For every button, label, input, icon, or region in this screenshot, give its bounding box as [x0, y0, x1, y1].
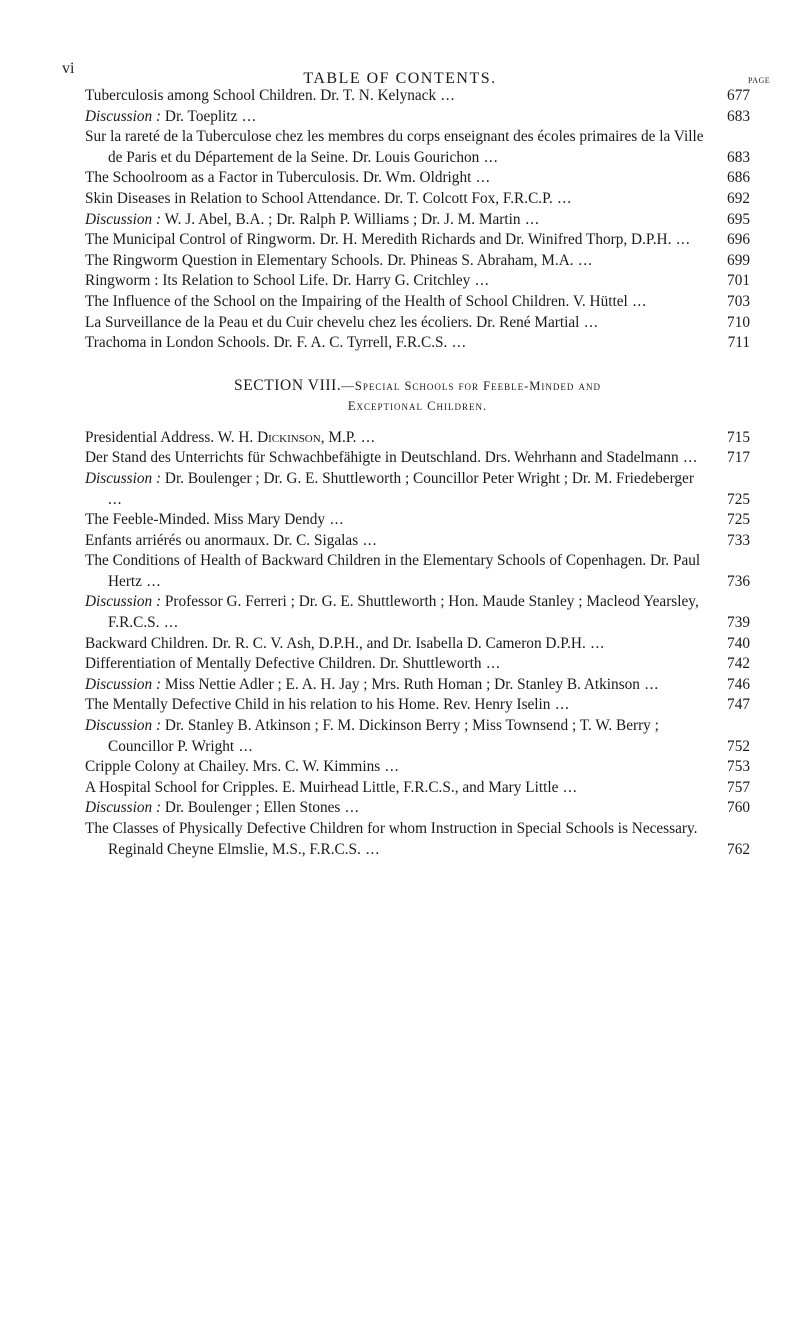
toc-entry: [85, 230, 750, 251]
leader-dots: ...: [436, 87, 456, 104]
leader-dots: ...: [678, 449, 698, 467]
entry-title: Tuberculosis among School Children. Dr. T. N. Kelynack: [85, 87, 437, 104]
toc-entry: [85, 189, 750, 210]
toc-part-2: [85, 428, 750, 860]
leader-dots: ...: [325, 511, 345, 529]
leader-dots: ...: [358, 531, 378, 549]
leader-dots: ...: [573, 251, 593, 269]
toc-entry: [85, 292, 750, 313]
leader-dots: ...: [141, 572, 162, 590]
entry-title: Backward Children. Dr. R. C. V. Ash, D.P.H., and Dr. Isabella D. Cameron D.P.H.: [85, 634, 586, 652]
toc-entry: [85, 778, 750, 799]
entry-title: The Conditions of Health of Backward Children in the Elementary Schools of Copenhagen. Dr. Paul Hertz: [85, 552, 701, 590]
entry-page-number: 725: [727, 511, 750, 529]
toc-entry: [85, 333, 750, 354]
entry-page-number: 747: [727, 696, 750, 714]
entry-page-number: 683: [727, 148, 750, 166]
running-title: TABLE OF CONTENTS.: [303, 70, 497, 87]
toc-entry: [85, 210, 750, 231]
toc-entry: [85, 168, 750, 189]
toc-entry: [85, 654, 750, 675]
leader-dots: ...: [520, 210, 540, 228]
leader-dots: ...: [585, 634, 606, 652]
leader-dots: ...: [639, 675, 660, 693]
entry-title: The Classes of Physically Defective Children for whom Instruction in Special Schools is Necessary. Reginald Cheyne Elmslie, M.S., F.R.C.S.: [85, 820, 698, 858]
entry-page-number: 757: [727, 778, 750, 796]
leader-dots: ...: [481, 655, 501, 673]
leader-dots: ...: [237, 107, 257, 125]
discussion-label: Discussion :: [85, 717, 162, 735]
toc-entry: [85, 448, 750, 469]
entry-page-number: 699: [727, 251, 750, 269]
toc-entry: [85, 271, 750, 292]
entry-page-number: 703: [727, 292, 750, 310]
discussion-label: Discussion :: [85, 469, 162, 487]
entry-page-number: 692: [727, 189, 750, 207]
entry-page-number: 717: [727, 449, 750, 467]
toc-part-1: [85, 86, 750, 354]
entry-title: Dr. Boulenger ; Dr. G. E. Shuttleworth ; Councillor Peter Wright ; Dr. M. Friedeberger: [164, 469, 694, 487]
entry-page-number: 733: [727, 531, 750, 549]
entry-page-number: 752: [727, 737, 750, 755]
entry-title: The Feeble-Minded. Miss Mary Dendy: [85, 511, 326, 529]
leader-dots: ...: [479, 148, 499, 166]
leader-dots: ...: [471, 169, 491, 187]
entry-page-number: 739: [727, 614, 750, 632]
page-number: vi: [62, 60, 75, 77]
toc-entry: [85, 695, 750, 716]
discussion-label: Discussion :: [85, 107, 162, 125]
table-of-contents: [85, 86, 750, 860]
toc-entry: [85, 107, 750, 128]
toc-entry: [85, 251, 750, 272]
entry-title: Differentiation of Mentally Defective Children. Dr. Shuttleworth: [85, 655, 482, 673]
toc-entry: [85, 469, 750, 510]
entry-title: Miss Nettie Adler ; E. A. H. Jay ; Mrs. Ruth Homan ; Dr. Stanley B. Atkinson: [164, 675, 640, 693]
leader-dots: ...: [447, 334, 467, 352]
leader-dots: ...: [234, 737, 254, 755]
entry-title: La Surveillance de la Peau et du Cuir chevelu chez les écoliers. Dr. René Martial: [85, 313, 580, 331]
entry-title: W. J. Abel, B.A. ; Dr. Ralph P. Williams ; Dr. J. M. Martin: [164, 210, 521, 228]
discussion-label: Discussion :: [85, 675, 162, 693]
entry-title: Dr. Boulenger ; Ellen Stones: [164, 799, 341, 817]
leader-dots: ...: [356, 428, 376, 446]
section-heading: [85, 376, 750, 416]
entry-title: Trachoma in London Schools. Dr. F. A. C. Tyrrell, F.R.C.S.: [85, 334, 448, 352]
entry-page-number: 686: [727, 169, 750, 187]
entry-title: Dr. Toeplitz: [164, 107, 238, 125]
entry-page-number: 740: [727, 634, 750, 652]
entry-page-number: 715: [727, 428, 750, 446]
entry-page-number: 695: [727, 210, 750, 228]
leader-dots: ...: [671, 231, 691, 249]
entry-page-number: 753: [727, 758, 750, 776]
entry-page-number: 762: [727, 840, 750, 858]
toc-entry: [85, 798, 750, 819]
entry-title: The Municipal Control of Ringworm. Dr. H. Meredith Richards and Dr. Winifred Thorp, D.P.H.: [85, 231, 672, 249]
page-column-label: PAGE: [748, 76, 771, 85]
entry-title: Sur la rareté de la Tuberculose chez les membres du corps enseignant des écoles primaires de la Ville de Paris et du Département de la Seine. Dr. Louis Gourichon: [85, 128, 704, 166]
leader-dots: ...: [627, 292, 648, 310]
leader-dots: ...: [108, 490, 123, 508]
entry-page-number: 701: [727, 272, 750, 290]
leader-dots: ...: [558, 778, 578, 796]
toc-entry: [85, 675, 750, 696]
leader-dots: ...: [552, 189, 573, 207]
entry-page-number: 746: [727, 675, 750, 693]
entry-page-number: 683: [727, 107, 750, 125]
entry-author: Dickinson, M.P.: [257, 428, 357, 446]
leader-dots: ...: [380, 758, 400, 776]
entry-title: Skin Diseases in Relation to School Attendance. Dr. T. Colcott Fox, F.R.C.P.: [85, 189, 553, 207]
leader-dots: ...: [340, 799, 360, 817]
toc-entry: [85, 592, 750, 633]
entry-page-number: 742: [727, 655, 750, 673]
section-label: SECTION VIII.: [233, 376, 342, 394]
entry-page-number: 736: [727, 572, 750, 590]
entry-title: The Schoolroom as a Factor in Tuberculosis. Dr. Wm. Oldright: [85, 169, 472, 187]
toc-entry: [85, 819, 750, 860]
entry-title: Cripple Colony at Chailey. Mrs. C. W. Kimmins: [85, 758, 381, 776]
toc-entry: [85, 757, 750, 778]
entry-title: The Mentally Defective Child in his relation to his Home. Rev. Henry Iselin: [85, 696, 551, 714]
discussion-label: Discussion :: [85, 210, 162, 228]
toc-entry: [85, 127, 750, 168]
toc-entry: [85, 428, 750, 449]
toc-entry: [85, 313, 750, 334]
discussion-label: Discussion :: [85, 799, 162, 817]
entry-page-number: 696: [727, 231, 750, 249]
leader-dots: ...: [550, 696, 570, 714]
entry-title: The Influence of the School on the Impairing of the Health of School Children. V. Hüttel: [85, 292, 628, 310]
entry-title: The Ringworm Question in Elementary Schools. Dr. Phineas S. Abraham, M.A.: [85, 251, 574, 269]
discussion-label: Discussion :: [85, 593, 162, 611]
toc-entry: [85, 531, 750, 552]
entry-page-number: 760: [727, 799, 750, 817]
toc-entry: [85, 551, 750, 592]
entry-title: Professor G. Ferreri ; Dr. G. E. Shuttleworth ; Hon. Maude Stanley ; Macleod Yearsley, F.R.C.S.: [108, 593, 699, 632]
leader-dots: ...: [470, 272, 490, 290]
section-title-line-1: —Special Schools for Feeble-Minded and: [341, 378, 602, 393]
entry-page-number: 710: [727, 313, 750, 331]
entry-page-number: 711: [727, 334, 750, 352]
leader-dots: ...: [579, 313, 599, 331]
toc-entry: [85, 510, 750, 531]
entry-title: Enfants arriérés ou anormaux. Dr. C. Sigalas: [85, 531, 359, 549]
leader-dots: ...: [159, 614, 179, 632]
entry-title: Presidential Address. W. H.: [85, 428, 254, 446]
entry-page-number: 677: [727, 87, 750, 104]
entry-title: Ringworm : Its Relation to School Life. Dr. Harry G. Critchley: [85, 272, 471, 290]
leader-dots: ...: [360, 840, 381, 858]
entry-title: Der Stand des Unterrichts für Schwachbefähigte in Deutschland. Drs. Wehrhann and Stadelmann: [85, 449, 679, 467]
toc-entry: [85, 634, 750, 655]
toc-entry: [85, 86, 750, 107]
entry-title: Dr. Stanley B. Atkinson ; F. M. Dickinson Berry ; Miss Townsend ; T. W. Berry ; Councillor P. Wright: [108, 717, 659, 755]
entry-page-number: 725: [727, 490, 750, 508]
toc-entry: [85, 716, 750, 757]
entry-title: A Hospital School for Cripples. E. Muirhead Little, F.R.C.S., and Mary Little: [85, 778, 559, 796]
section-title-line-2: Exceptional Children.: [347, 398, 488, 413]
